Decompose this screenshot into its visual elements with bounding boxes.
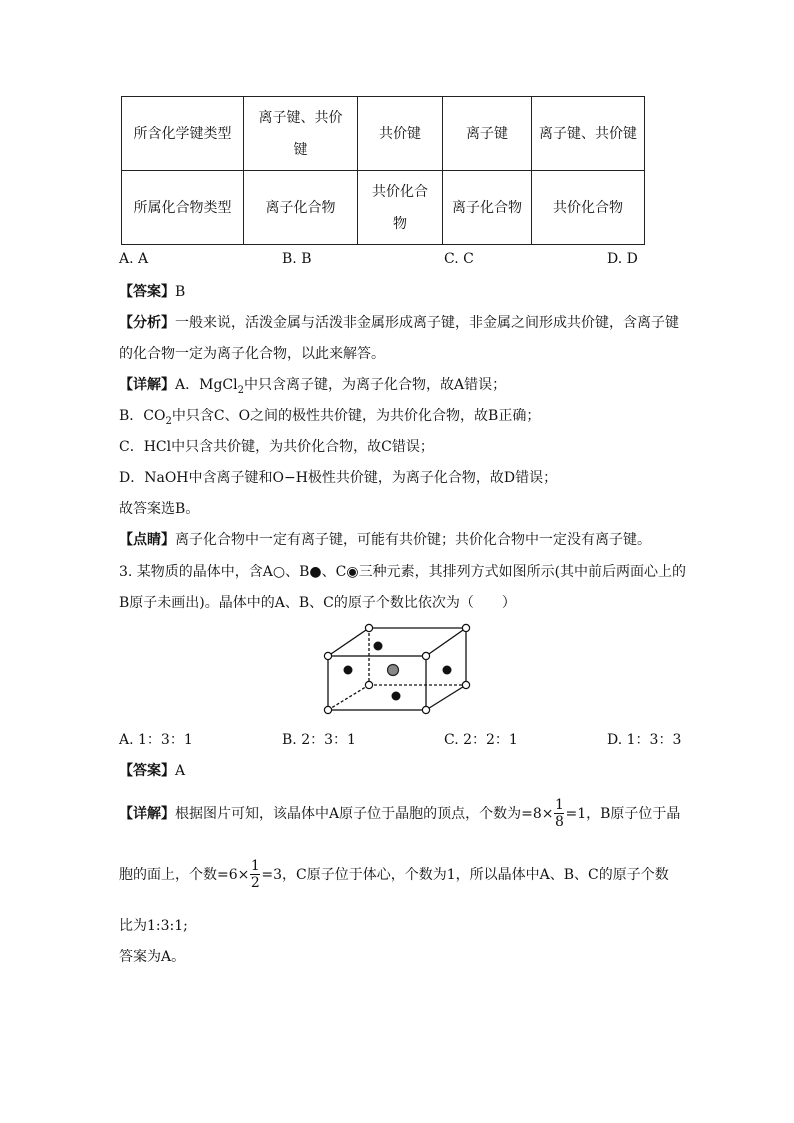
table-row: [122, 171, 645, 245]
a-atom: [422, 706, 429, 713]
q3-stem-line-2: B原子未画出)。晶体中的A、B、C的原子个数比依次为（ ）: [119, 595, 516, 611]
fraction-one-eighth: [554, 797, 564, 830]
b-atom: [392, 692, 401, 701]
answer-line: [119, 285, 185, 299]
q3-detail-line-2: [119, 858, 669, 891]
detail-b-sub: 2: [165, 415, 172, 427]
a-atom: [365, 681, 372, 688]
option-c: C. C: [444, 251, 474, 267]
table-cell: 离子化合物: [244, 171, 358, 245]
fraction-denominator: 2: [250, 875, 260, 891]
b-atom: [344, 666, 353, 675]
crystal-cell-diagram: [320, 622, 480, 718]
analysis-line-1: [119, 316, 679, 330]
q3-option-c: C. 2：2：1: [444, 732, 518, 748]
note-text: 离子化合物中一定有离子键，可能有共价键；共价化合物中一定没有离子键。: [175, 532, 651, 548]
detail-conclusion: 故答案选B。: [119, 501, 200, 517]
bond-type-table: [121, 96, 645, 245]
detail-a-pre: A．MgCl: [175, 377, 238, 393]
analysis-text: 一般来说，活泼金属与活泼非金属形成离子键，非金属之间形成共价键，含离子键: [175, 315, 679, 331]
fraction-numerator: 1: [555, 797, 564, 813]
detail-line-b: [119, 408, 541, 427]
q3-option-a: A. 1：3：1: [119, 732, 193, 748]
fraction-numerator: 1: [250, 858, 260, 874]
detail-b-pre: B．CO: [119, 408, 166, 424]
q3-detail-2-post: =3，C原子位于体心，个数为1，所以晶体中A、B、C的原子个数: [261, 866, 669, 883]
option-a: A. A: [119, 251, 149, 267]
b-atom: [443, 666, 452, 675]
a-atom: [462, 624, 469, 631]
table-row-head: 所属化合物类型: [122, 171, 244, 245]
q3-answer-value: A: [175, 763, 186, 779]
a-atom: [422, 652, 429, 659]
q3-option-b: B. 2：3：1: [282, 732, 356, 748]
q3-detail-2-pre: 胞的面上，个数=6×: [119, 866, 250, 883]
detail-line-c: C．HCl中只含共价键，为共价化合物，故C错误；: [119, 439, 434, 455]
a-atom: [365, 624, 372, 631]
b-atom: [374, 642, 383, 651]
analysis-label: 【分析】: [119, 315, 175, 331]
q3-detail-label: 【详解】: [119, 805, 175, 822]
table-cell: 离子键: [443, 97, 532, 171]
option-b: B. B: [282, 251, 312, 267]
detail-label: 【详解】: [119, 377, 175, 393]
q3-stem-line-1: 3. 某物质的晶体中，含A○、B●、C◉三种元素，其排列方式如图所示(其中前后两面心上的: [119, 564, 687, 580]
table-cell: 离子键、共价键: [532, 97, 645, 171]
a-atom: [462, 681, 469, 688]
q3-detail-1-pre: 根据图片可知，该晶体中A原子位于晶胞的顶点，个数为=8×: [175, 805, 554, 822]
fraction-one-half: [250, 858, 260, 891]
detail-a-sub: 2: [237, 384, 244, 396]
answer-value: B: [175, 284, 186, 300]
table-cell: 共价键: [358, 97, 443, 171]
q3-answer-line: [119, 764, 185, 778]
detail-line-a: [119, 377, 507, 396]
detail-a-post: 中只含离子键，为离子化合物，故A错误；: [243, 377, 507, 393]
option-d: D. D: [607, 251, 638, 267]
detail-b-post: 中只含C、O之间的极性共价键，为共价化合物，故B正确；: [171, 408, 541, 424]
a-atom: [324, 706, 331, 713]
q3-option-d: D. 1：3：3: [607, 732, 682, 748]
q3-detail-line-1: [119, 797, 680, 830]
q3-detail-line-4: 答案为A。: [119, 949, 186, 965]
table-cell: 离子化合物: [443, 171, 532, 245]
table-cell: 共价化合物: [532, 171, 645, 245]
answer-label: 【答案】: [119, 284, 175, 300]
table-cell: 离子键、共价键: [244, 97, 358, 171]
note-label: 【点睛】: [119, 532, 175, 548]
note-line: [119, 533, 651, 547]
table-cell: 共价化合物: [358, 171, 443, 245]
detail-line-d: D．NaOH中含离子键和O−H极性共价键，为离子化合物，故D错误；: [119, 470, 558, 486]
table-row: [122, 97, 645, 171]
q3-answer-label: 【答案】: [119, 763, 175, 779]
q3-detail-line-3: 比为1:3:1;: [119, 918, 188, 934]
table-row-head: 所含化学键类型: [122, 97, 244, 171]
analysis-line-2: 的化合物一定为离子化合物，以此来解答。: [119, 346, 385, 362]
c-atom: [388, 665, 399, 676]
fraction-denominator: 8: [555, 814, 564, 830]
q3-detail-1-post: =1，B原子位于晶: [565, 805, 681, 822]
a-atom: [324, 652, 331, 659]
